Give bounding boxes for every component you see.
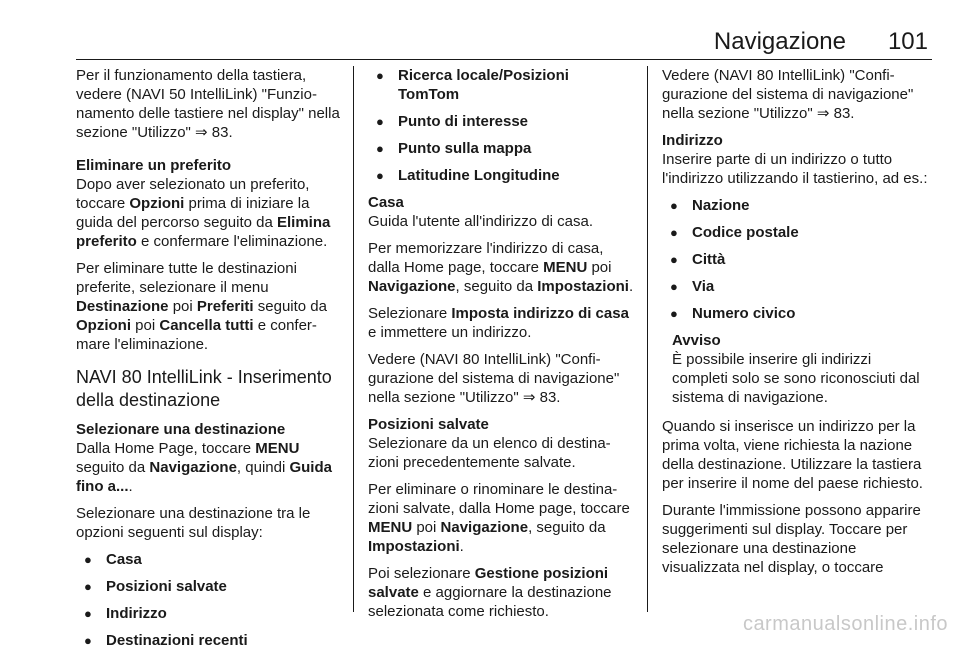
section-heading-navi80: NAVI 80 IntelliLink - Inserimento della destinazione [76,367,332,410]
destination-options-list [76,550,342,650]
paragraph-opzioni: Selezionare una destinazione tra le opzioni seguenti sul display: [76,505,311,541]
column-2 [368,66,634,629]
paragraph-indirizzo: Inserire parte di un indirizzo o tutto l'indirizzo utilizzando il tastierino, ad es.: [662,151,928,187]
list-item: ● Codice postale [662,223,930,242]
list-item: ● Numero civico [662,304,930,323]
list-item: ● Casa [76,550,342,569]
paragraph-prima-volta: Quando si inserisce un indirizzo per la prima volta, viene richiesta la nazione della destinazione. Utilizzare la tastiera per inserire il nome del paese richiesto. [662,418,923,492]
page-number: 101 [887,28,928,55]
list-item: ● Punto sulla mappa [368,139,634,158]
paragraph-elimina-rinomina: Per eliminare o rinominare le destinazioni salvate, dalla Home page, toccare MENU poi Navigazione, seguito da Impostazioni. [368,481,630,555]
paragraph-elimina-tutte: Per eliminare tutte le destinazioni preferite, selezionare il menu Destinazione poi Preferiti seguito da Opzioni poi Cancella tutti e confermare l'eliminazione. [76,260,327,353]
page-header [0,24,932,56]
list-item: ● Città [662,250,930,269]
address-parts-list [662,196,930,323]
paragraph-config-ref: Vedere (NAVI 80 IntelliLink) "Configurazione del sistema di navigazione" nella sezione "Utilizzo" ⇒ 83. [368,351,620,406]
paragraph-elimina: Dopo aver selezionato un preferito, toccare Opzioni prima di iniziare la guida del percorso seguito da Elimina preferito e confermare l'eliminazione. [76,176,331,250]
list-item: ● Indirizzo [76,604,342,623]
paragraph-keyboard-ref: Per il funzionamento della tastiera, vedere (NAVI 50 IntelliLink) "Funzionamento delle tastiere nel display" nella sezione "Utilizzo" ⇒ 83. [76,67,340,141]
heading-casa: Casa [368,194,404,211]
list-item: ● Nazione [662,196,930,215]
heading-indirizzo: Indirizzo [662,132,723,149]
destination-options-list-cont [368,66,634,185]
list-item: ● Via [662,277,930,296]
watermark: carmanualsonline.info [742,613,948,635]
heading-seleziona-destinazione: Selezionare una destinazione [76,421,286,438]
header-rule [76,59,932,60]
paragraph-imposta-casa: Selezionare Imposta indirizzo di casa e immettere un indirizzo. [368,305,629,341]
avviso-note [662,331,930,407]
paragraph-posizioni: Selezionare da un elenco di destinazioni precedentemente salvate. [368,435,611,471]
list-item: ● Posizioni salvate [76,577,342,596]
list-item: ● Ricerca locale/Posizioni TomTom [368,66,634,104]
column-divider-2 [647,66,648,612]
list-item: ● Latitudine Longitudine [368,166,634,185]
paragraph-casa: Guida l'utente all'indirizzo di casa. [368,213,594,230]
paragraph-suggerimenti: Durante l'immissione possono apparire suggerimenti sul display. Toccare per selezionare una destinazione visualizzata nel display, o toccare [662,502,921,576]
page-title: Navigazione [713,28,846,55]
paragraph-gestione: Poi selezionare Gestione posizioni salvate e aggiornare la destinazione selezionata come richiesto. [368,565,612,620]
list-item: ● Destinazioni recenti [76,631,342,650]
avviso-heading: Avviso [672,332,721,349]
list-item: ● Punto di interesse [368,112,634,131]
avviso-text: È possibile inserire gli indirizzi completi solo se sono riconosciuti dal sistema di navigazione. [672,351,920,406]
heading-posizioni-salvate: Posizioni salvate [368,416,489,433]
column-1 [76,66,342,658]
paragraph-memorizza-casa: Per memorizzare l'indirizzo di casa, dalla Home page, toccare MENU poi Navigazione, seguito da Impostazioni. [368,240,634,295]
paragraph-home-page: Dalla Home Page, toccare MENU seguito da Navigazione, quindi Guida fino a.... [76,440,332,495]
heading-elimina-preferito: Eliminare un preferito [76,157,232,174]
column-divider-1 [353,66,354,612]
column-3 [662,66,930,585]
paragraph-config-ref-2: Vedere (NAVI 80 IntelliLink) "Configurazione del sistema di navigazione" nella sezione "Utilizzo" ⇒ 83. [662,67,914,122]
